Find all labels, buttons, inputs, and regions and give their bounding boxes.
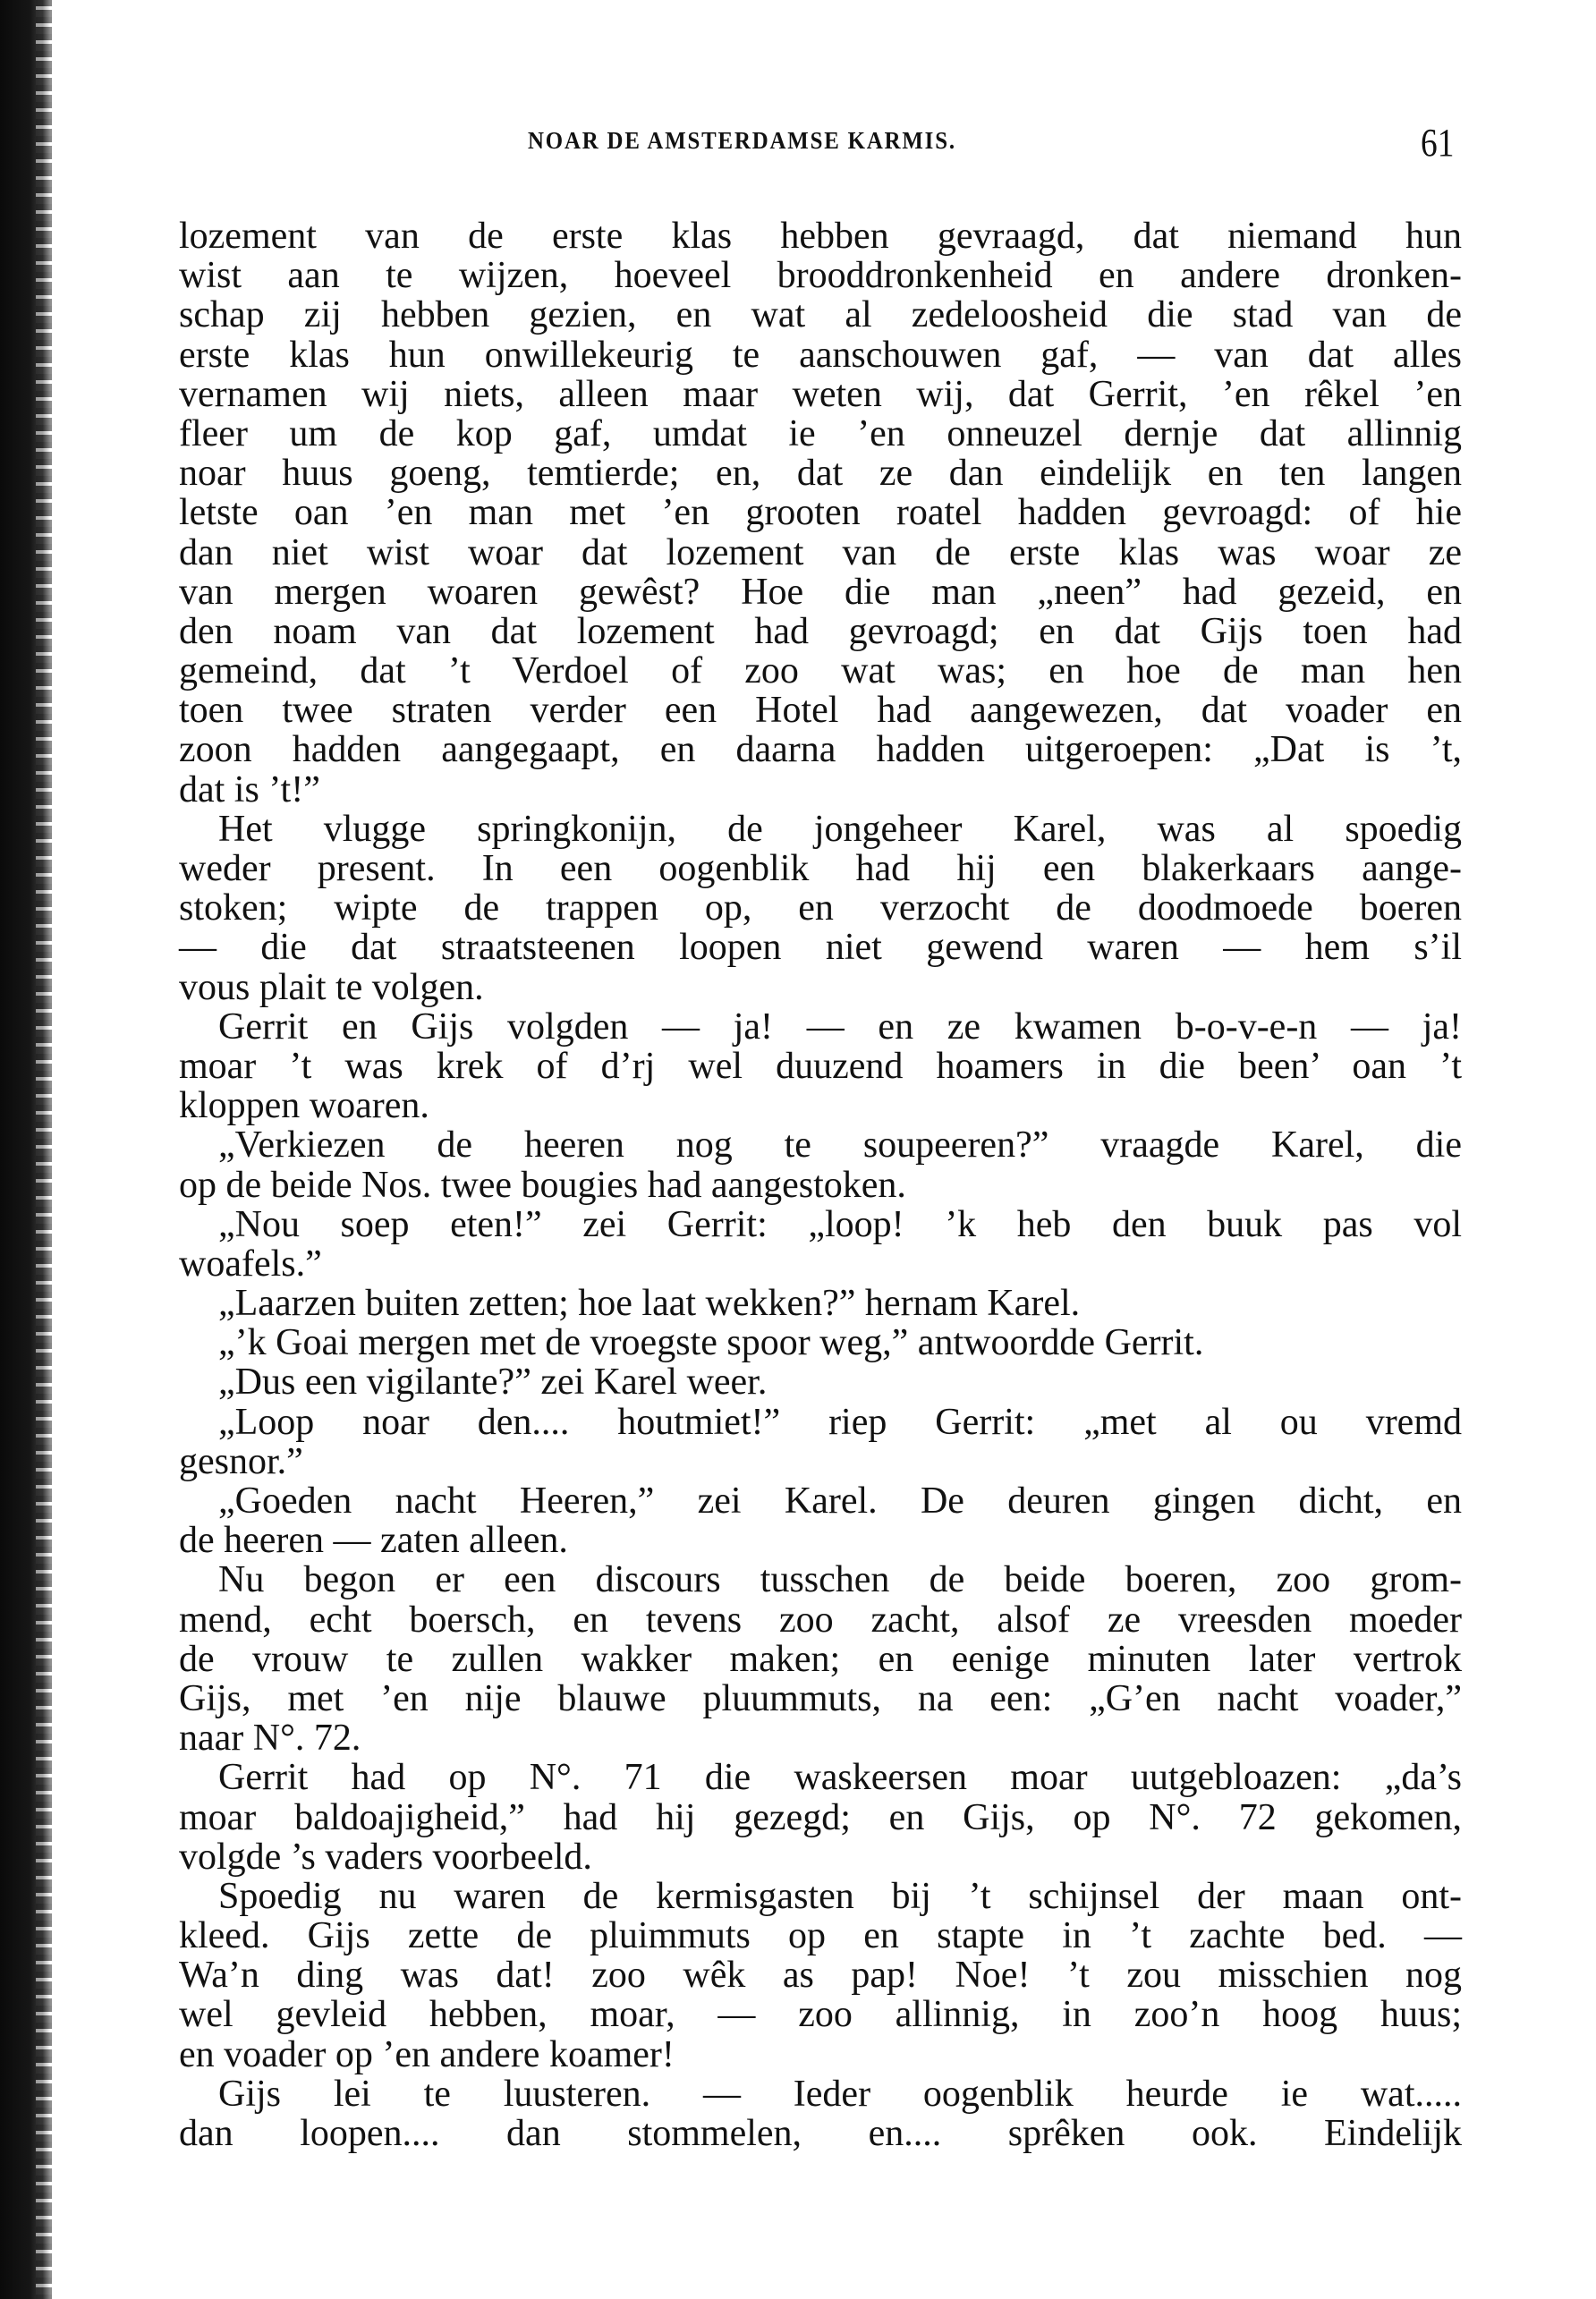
line [179,493,1462,532]
paragraph [179,1481,1462,1560]
text-line: moar ’t was krek of d’rj wel duuzend hoamers in die been’ oan ’t [179,1045,1462,1087]
text-line: wel gevleid hebben, moar, — zoo allinnig, in zoo’n hoog huus; [179,1994,1462,2036]
text-line: kloppen woaren. [179,1085,429,1127]
line [179,1995,1462,2034]
paragraph [179,1205,1462,1284]
line [179,612,1462,651]
paragraph [179,1362,1462,1402]
line [179,1718,1462,1758]
text-line: „Dus een vigilante?” zei Karel weer. [218,1362,768,1404]
line [179,1798,1462,1837]
line [179,1323,1462,1362]
line [179,2074,1462,2114]
line [179,1166,1462,1205]
line [179,1244,1462,1284]
text-line: — die dat straatsteenen loopen niet gewend waren — hem s’il [179,927,1462,969]
line [179,770,1462,810]
text-line: gesnor.” [179,1440,303,1482]
line [179,295,1462,335]
line [179,928,1462,967]
text-line: den noam van dat lozement had gevroagd; en dat Gijs toen had [179,610,1462,652]
text-line: zoon hadden aangegaapt, en daarna hadden uitgeroepen: „Dat is ’t, [179,729,1462,771]
text-line: van mergen woaren gewêst? Hoe die man „neen” had gezeid, en [179,571,1462,613]
text-line: fleer um de kop gaf, umdat ie ’en onneuzel dernje dat allinnig [179,412,1462,454]
line [179,968,1462,1007]
line [179,1916,1462,1955]
text-line: Nu begon er een discours tusschen de beide boeren, zoo grom- [218,1559,1462,1601]
text-line: Gerrit en Gijs volgden — ja! — en ze kwamen b-o-v-e-n — ja! [218,1005,1462,1048]
paragraph [179,1758,1462,1877]
text-line: Gijs, met ’en nije blauwe pluummuts, na een: „G’en nacht voader,” [179,1677,1462,1719]
text-line: mend, echt boersch, en tevens zoo zacht, alsof ze vreesden moeder [179,1599,1462,1641]
text-line: naar N°. 72. [179,1718,361,1760]
line [179,1560,1462,1599]
line [179,1837,1462,1877]
running-title: NOAR DE AMSTERDAMSE KARMIS. [528,127,956,154]
scan-binding-shadow [36,0,52,2299]
text-line: Spoedig nu waren de kermisgasten bij ’t schijnsel der maan ont- [218,1875,1462,1917]
paragraph [179,1877,1462,2074]
text-line: en voader op ’en andere koamer! [179,2033,675,2075]
body-text [179,216,1462,2153]
line [179,1403,1462,1442]
line [179,1600,1462,1640]
text-line: „Verkiezen de heeren nog te soupeeren?” vraagde Karel, die [218,1124,1462,1166]
line [179,256,1462,295]
line [179,1007,1462,1047]
text-line: erste klas hun onwillekeurig te aanschouwen gaf, — van dat alles [179,334,1462,376]
page-number: 61 [1421,121,1455,165]
paragraph [179,1125,1462,1204]
text-line: „’k Goai mergen met de vroegste spoor weg,” antwoordde Gerrit. [218,1322,1204,1364]
line [179,1086,1462,1125]
paragraph [179,1560,1462,1758]
line [179,573,1462,612]
line [179,651,1462,691]
line [179,1521,1462,1560]
paragraph [179,1007,1462,1126]
line [179,849,1462,888]
text-line: vous plait te volgen. [179,966,484,1008]
line [179,2035,1462,2074]
line [179,2114,1462,2153]
paragraph [179,810,1462,1007]
line [179,375,1462,414]
text-line: „Loop noar den.... houtmiet!” riep Gerrit: „met al ou vremd [218,1401,1462,1443]
line [179,1955,1462,1995]
line [179,1442,1462,1481]
text-line: dat is ’t!” [179,768,320,810]
line [179,730,1462,769]
text-line: lozement van de erste klas hebben gevraagd, dat niemand hun [179,216,1462,257]
text-line: noar huus goeng, temtierde; en, dat ze dan eindelijk en ten langen [179,453,1462,495]
line [179,454,1462,493]
line [179,1481,1462,1521]
line [179,810,1462,849]
text-line: „Nou soep eten!” zei Gerrit: „loop! ’k heb den buuk pas vol [218,1203,1462,1245]
text-line: gemeind, dat ’t Verdoel of zoo wat was; en hoe de man hen [179,650,1462,692]
line [179,1362,1462,1402]
text-line: moar baldoajigheid,” had hij gezegd; en Gijs, op N°. 72 gekomen, [179,1796,1462,1838]
line [179,216,1462,256]
line [179,1047,1462,1086]
paragraph [179,1403,1462,1481]
text-line: Gijs lei te luusteren. — Ieder oogenblik heurde ie wat..... [218,2073,1462,2115]
text-line: kleed. Gijs zette de pluimmuts op en stapte in ’t zachte bed. — [179,1915,1462,1957]
text-line: dan loopen.... dan stommelen, en.... sprêken ook. Eindelijk [179,2113,1462,2154]
text-line: stoken; wipte de trappen op, en verzocht de doodmoede boeren [179,887,1462,929]
text-line: Het vlugge springkonijn, de jongeheer Karel, was al spoedig [218,808,1462,850]
text-line: schap zij hebben gezien, en wat al zedeloosheid die stad van de [179,294,1462,336]
text-line: vernamen wij niets, alleen maar weten wij, dat Gerrit, ’en rêkel ’en [179,373,1462,415]
paragraph [179,2074,1462,2153]
line [179,414,1462,454]
text-line: woafels.” [179,1243,322,1285]
paragraph [179,216,1462,810]
text-line: „Goeden nacht Heeren,” zei Karel. De deuren gingen dicht, en [218,1480,1462,1522]
line [179,335,1462,375]
text-line: volgde ’s vaders voorbeeld. [179,1836,592,1878]
line [179,533,1462,573]
text-line: letste oan ’en man met ’en grooten roatel hadden gevroagd: of hie [179,492,1462,534]
text-line: dan niet wist woar dat lozement van de erste klas was woar ze [179,531,1462,573]
line [179,1758,1462,1797]
line [179,1640,1462,1679]
line [179,1125,1462,1165]
text-line: „Laarzen buiten zetten; hoe laat wekken?” hernam Karel. [218,1283,1081,1325]
line [179,1205,1462,1244]
text-line: Gerrit had op N°. 71 die waskeersen moar uutgebloazen: „da’s [218,1757,1462,1799]
line [179,888,1462,928]
text-line: toen twee straten verder een Hotel had aangewezen, dat voader en [179,690,1462,732]
text-line: Wa’n ding was dat! zoo wêk as pap! Noe! ’t zou misschien nog [179,1955,1462,1997]
text-line: wist aan te wijzen, hoeveel brooddronkenheid en andere dronken- [179,255,1462,297]
line [179,1877,1462,1916]
line [179,691,1462,730]
text-line: de vrouw te zullen wakker maken; en eenige minuten later vertrok [179,1638,1462,1680]
text-line: op de beide Nos. twee bougies had aangestoken. [179,1164,906,1206]
line [179,1284,1462,1323]
text-line: de heeren — zaten alleen. [179,1520,568,1562]
line [179,1679,1462,1718]
text-line: weder present. In een oogenblik had hij een blakerkaars aange- [179,848,1462,889]
paragraph [179,1323,1462,1362]
paragraph [179,1284,1462,1323]
